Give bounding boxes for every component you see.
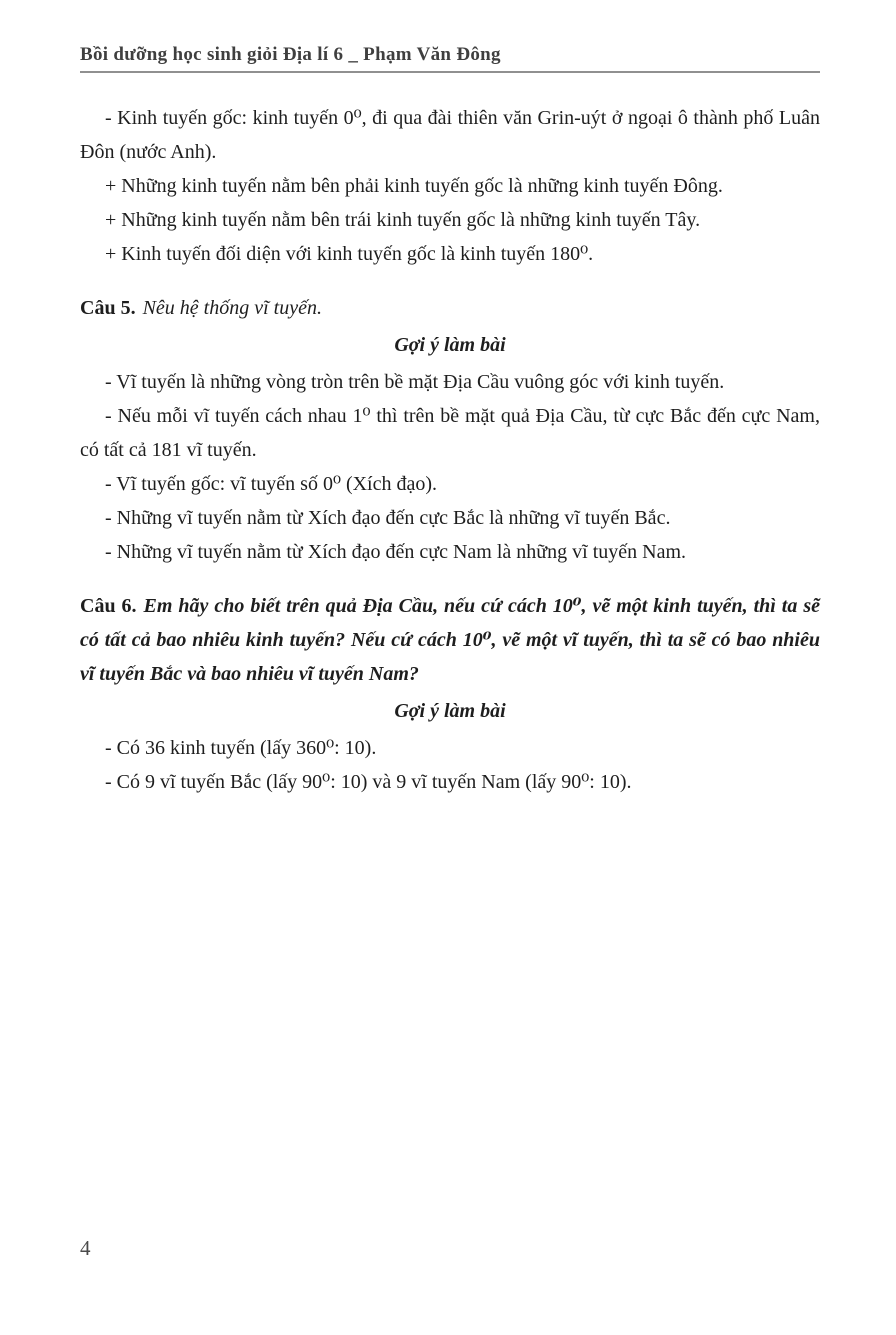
header-title: Bồi dưỡng học sinh giỏi Địa lí 6 _ Phạm Văn Đông [80,44,501,65]
question-6-text: Em hãy cho biết trên quả Địa Cầu, nếu cứ cách 10⁰, vẽ một kinh tuyến, thì ta sẽ có tất cả bao nhiêu kinh tuyến? Nếu cứ cách 10⁰, vẽ một vĩ tuyến, thì ta sẽ có bao nhiêu vĩ tuyến Bắc và bao nhiêu vĩ tuyến Nam? [80,595,820,685]
answer-item: - Có 36 kinh tuyến (lấy 360⁰: 10). [105,737,377,759]
page-body [80,101,820,799]
question-5-answers [80,365,820,569]
answer-item: - Vĩ tuyến là những vòng tròn trên bề mặt Địa Cầu vuông góc với kinh tuyến. [105,371,725,393]
intro-paragraph: - Kinh tuyến gốc: kinh tuyến 0⁰, đi qua đài thiên văn Grin-uýt ở ngoại ô thành phố Luân Đôn (nước Anh). [80,107,820,163]
answer-item: - Vĩ tuyến gốc: vĩ tuyến số 0⁰ (Xích đạo). [105,473,438,495]
intro-paragraph: + Những kinh tuyến nằm bên trái kinh tuyến gốc là những kinh tuyến Tây. [105,209,701,231]
intro-paragraph: + Những kinh tuyến nằm bên phải kinh tuyến gốc là những kinh tuyến Đông. [105,175,723,197]
question-6-hint-heading: Gợi ý làm bài [394,700,506,722]
page-number: 4 [80,1236,91,1260]
answer-item: - Có 9 vĩ tuyến Bắc (lấy 90⁰: 10) và 9 vĩ tuyến Nam (lấy 90⁰: 10). [105,771,632,793]
header-rule [80,71,820,73]
question-6-label: Câu 6. [80,595,137,617]
page-header [80,44,820,73]
question-5-text: Nêu hệ thống vĩ tuyến. [142,297,322,319]
answer-item: - Những vĩ tuyến nằm từ Xích đạo đến cực Bắc là những vĩ tuyến Bắc. [105,507,671,529]
question-5-label: Câu 5. [80,297,136,319]
question-6-answers [80,731,820,799]
question-6-heading [80,589,820,691]
intro-paragraph: + Kinh tuyến đối diện với kinh tuyến gốc là kinh tuyến 180⁰. [105,243,594,265]
answer-item: - Nếu mỗi vĩ tuyến cách nhau 1⁰ thì trên bề mặt quả Địa Cầu, từ cực Bắc đến cực Nam, có tất cả 181 vĩ tuyến. [80,405,820,461]
question-5-hint-heading: Gợi ý làm bài [394,334,506,356]
answer-item: - Những vĩ tuyến nằm từ Xích đạo đến cực Nam là những vĩ tuyến Nam. [105,541,687,563]
question-5-heading [80,291,820,325]
